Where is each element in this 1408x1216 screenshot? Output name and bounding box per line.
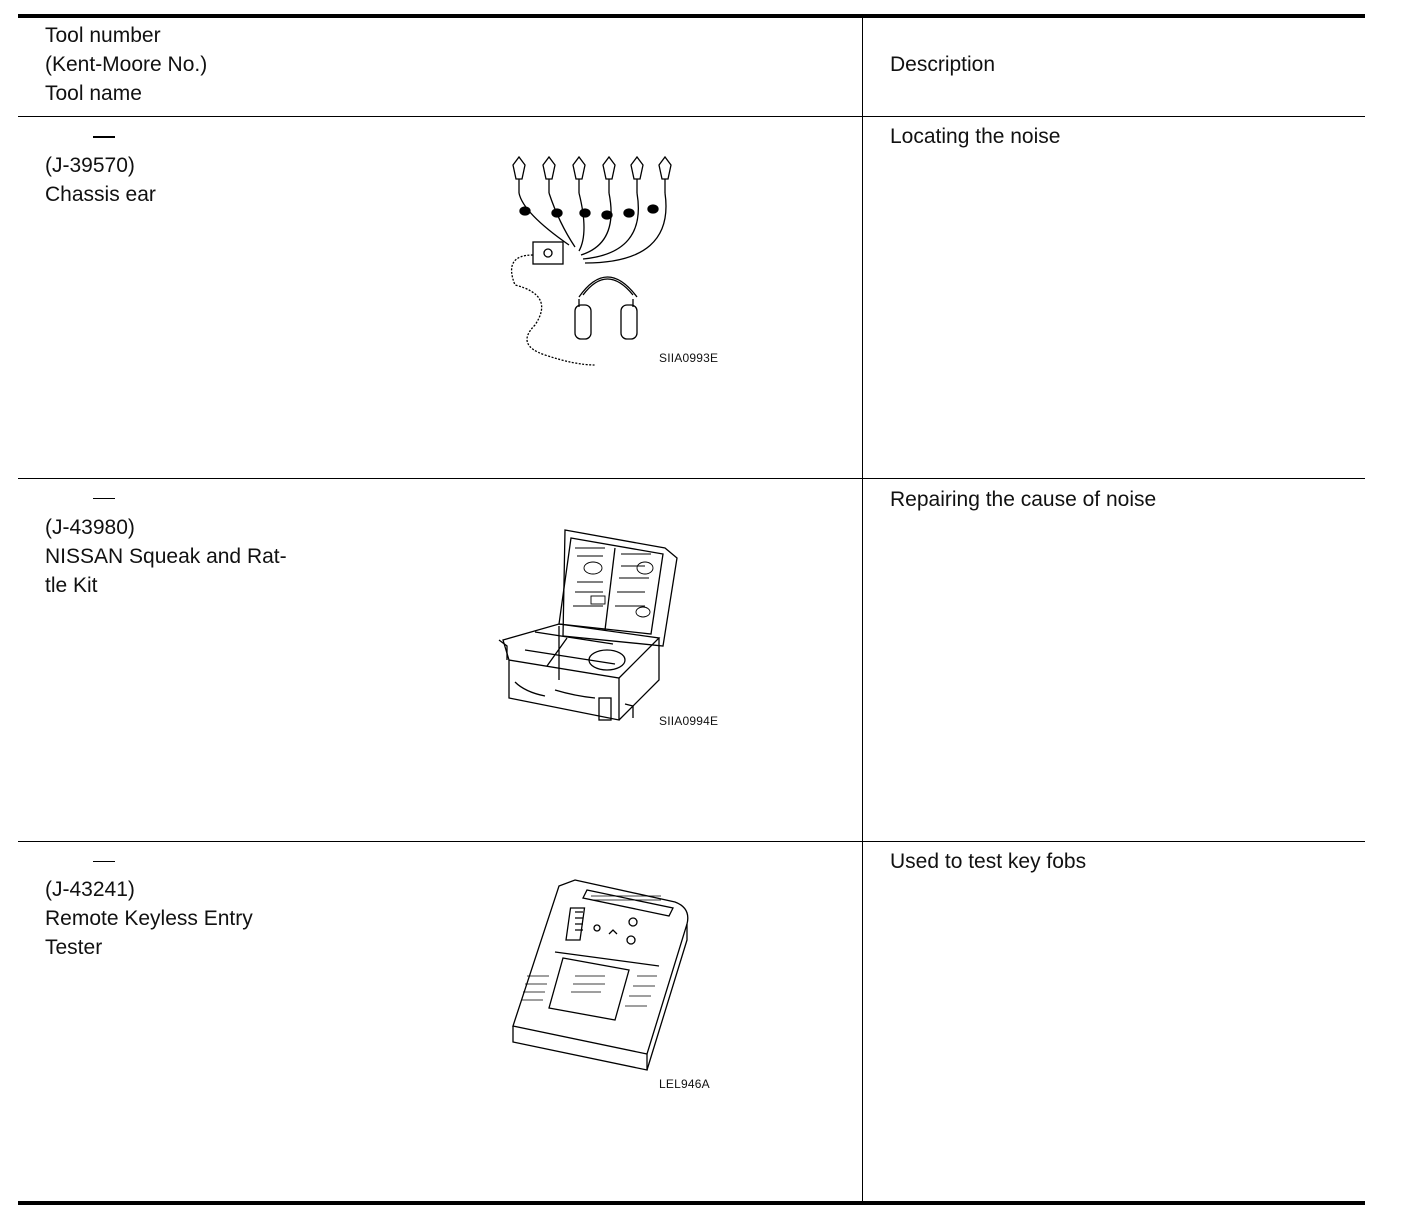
toolkit-case-icon — [495, 522, 685, 727]
description: Used to test key fobs — [890, 850, 1087, 873]
kent-moore-number: (J-43980) — [45, 516, 135, 539]
header-bottom-rule — [18, 116, 1365, 117]
tool-name: Remote Keyless Entry Tester — [45, 907, 253, 959]
figure-code: SIIA0994E — [659, 714, 719, 728]
tool-number-dash — [93, 498, 115, 499]
chassis-ear-headphones-icon — [495, 155, 705, 370]
keyless-entry-tester-icon — [505, 876, 695, 1071]
tool-name: Chassis ear — [45, 183, 156, 206]
figure-code: LEL946A — [659, 1077, 710, 1091]
description: Repairing the cause of noise — [890, 488, 1157, 511]
table-bottom-rule — [18, 1201, 1365, 1205]
description: Locating the noise — [890, 125, 1061, 148]
tool-number-dash — [93, 136, 115, 138]
kent-moore-number: (J-43241) — [45, 878, 135, 901]
header-tool-column: Tool number (Kent-Moore No.) Tool name — [45, 24, 208, 105]
figure-code: SIIA0993E — [659, 351, 719, 365]
kent-moore-number: (J-39570) — [45, 154, 135, 177]
table-top-rule — [18, 14, 1365, 18]
row-1-bottom-rule — [18, 478, 1365, 479]
column-divider — [862, 16, 863, 1203]
tool-number-dash — [93, 861, 115, 862]
row-2-bottom-rule — [18, 841, 1365, 842]
header-description-column: Description — [890, 53, 996, 76]
tool-name: NISSAN Squeak and Rat- tle Kit — [45, 545, 287, 597]
